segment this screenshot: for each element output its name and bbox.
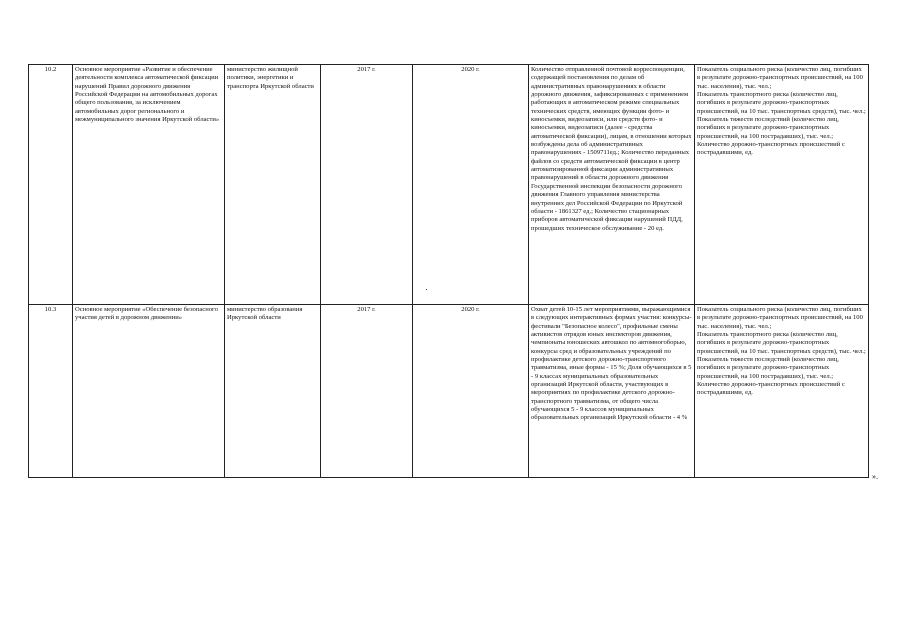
table-row — [29, 65, 869, 305]
end-year: 2020 г. — [413, 65, 529, 305]
row-number: 10.2 — [29, 65, 73, 305]
program-activities-table — [28, 64, 869, 478]
end-year: 2020 г. — [413, 305, 529, 478]
target-indicators — [695, 305, 869, 478]
indicator-item: Показатель транспортного риска (количество лиц, погибших в результате дорожно-транспортных происшествий, на 10 тыс. транспортных средств), тыс. чел.; — [697, 91, 866, 115]
activity-name: Основное мероприятие «Обеспечение безопасного участия детей в дорожном движении» — [73, 305, 225, 478]
expected-results: Количество отправленной почтовой корреспонденции, содержащей постановления по делам об административных правонарушениях в области дорожного движения, зафиксированных с применением работающих в автоматическом режиме специальных технических средств, имеющих функции фото- и киносъемки, видеозаписи, или средств фото- и киносъемки, видеозаписи (далее - средства автоматической фиксации), лицам, в отношении которых возбуждены дела об административных правонарушениях - 1509711ед.; Количество переданных файлов со средств автоматической фиксации в центр автоматизированной фиксации административных правонарушений в области дорожного движения Государственной инспекции безопасности дорожного движения Главного управления министерства внутренних дел Российской Федерации по Иркутской области - 1861327 ед.; Количество стационарных приборов автоматической фиксации нарушений ПДД, прошедших техническое обслуживание - 20 ед. — [529, 65, 695, 305]
indicator-item: Показатель тяжести последствий (количество лиц, погибших в результате дорожно-транспортных происшествий, на 100 пострадавших), тыс. чел.; — [697, 116, 839, 140]
indicator-item: Количество дорожно-транспортных происшествий с пострадавшими, ед. — [697, 141, 845, 157]
closing-quote-mark: ». — [872, 472, 878, 481]
target-indicators — [695, 65, 869, 305]
indicator-item: Показатель транспортного риска (количество лиц, погибших в результате дорожно-транспортных происшествий, на 10 тыс. транспортных средств), тыс. чел.; — [697, 331, 866, 355]
indicator-item: Показатель социального риска (количество лиц, погибших в результате дорожно-транспортных происшествий, на 100 тыс. населения), тыс. чел.; — [697, 306, 863, 330]
expected-results: Охват детей 10-15 лет мероприятиями, выражающимися в следующих интерактивных формах участия: конкурсы-фестивали "Безопасное колесо", профильные смены активистов отрядов юных инспекторов движения, чемпионаты юношеских автошкол по автомногоборью, конкурсы сред и образовательных учреждений по профилактике детского дорожно-транспортного травматизма, иные формы - 15 %; Доля обучающихся в 5 - 9 классах муниципальных образовательных организаций Иркутской области, участвующих в мероприятиях по профилактике детского дорожно-транспортного травматизма, от общего числа обучающихся 5 - 9 классов муниципальных образовательных организаций Иркутской области - 4 % — [529, 305, 695, 478]
indicator-item: Показатель тяжести последствий (количество лиц, погибших в результате дорожно-транспортных происшествий, на 100 пострадавших), тыс. чел.; — [697, 356, 839, 380]
start-year: 2017 г. — [321, 65, 413, 305]
indicator-item: Количество дорожно-транспортных происшествий с пострадавшими, ед. — [697, 381, 845, 397]
indicator-item: Показатель социального риска (количество лиц, погибших в результате дорожно-транспортных происшествий, на 100 тыс. населения), тыс. чел.; — [697, 66, 863, 90]
executor: министерство жилищной политики, энергетики и транспорта Иркутской области — [225, 65, 321, 305]
row-number: 10.3 — [29, 305, 73, 478]
start-year: 2017 г. — [321, 305, 413, 478]
executor: министерство образования Иркутской области — [225, 305, 321, 478]
scan-speck — [426, 289, 427, 290]
activity-name: Основное мероприятие «Развитие и обеспечение деятельности комплекса автоматической фиксации нарушений Правил дорожного движения Российской Федерации на автомобильных дорогах общего пользования, за исключением автомобильных дорог регионального и межмуниципального значения Иркутской области» — [73, 65, 225, 305]
table-row — [29, 305, 869, 478]
